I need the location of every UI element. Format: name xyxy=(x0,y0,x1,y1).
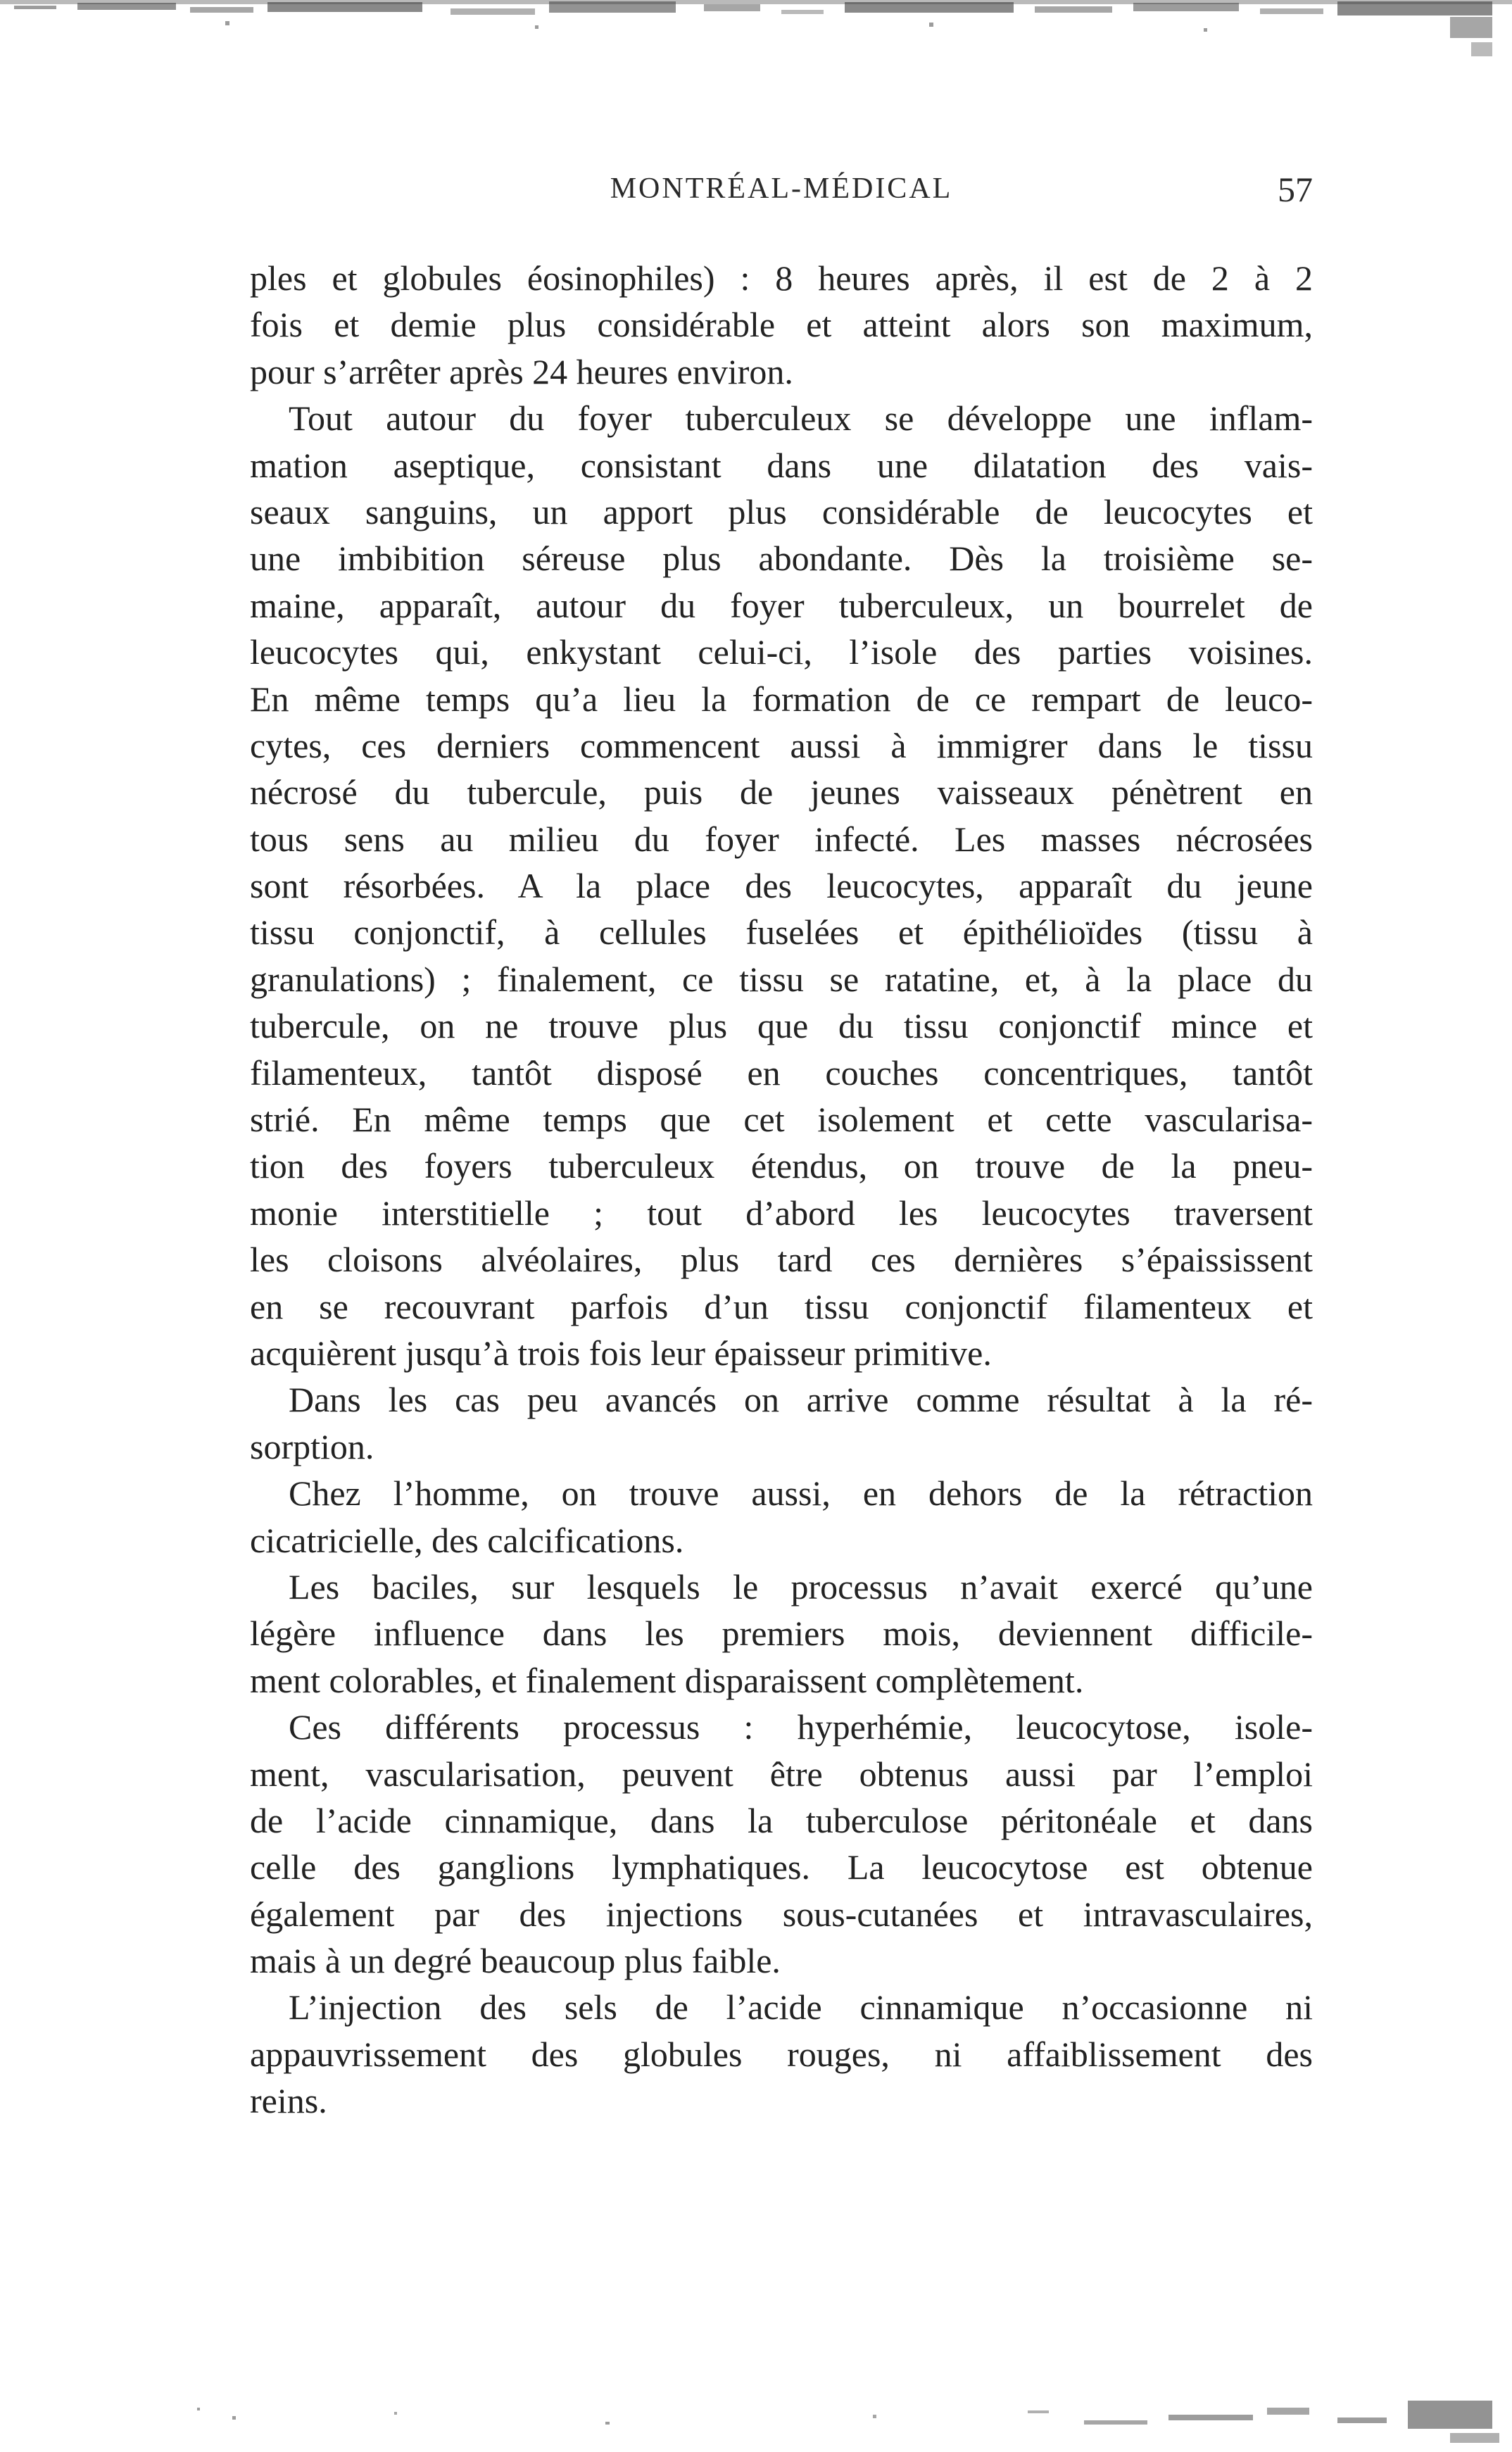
text-line: tion des foyers tuberculeux étendus, on trouve de la pneu- xyxy=(250,1146,1313,1186)
text-line: légère influence dans les premiers mois, deviennent difficile- xyxy=(250,1614,1313,1654)
text-line: Ces différents processus : hyperhémie, leucocytose, isole- xyxy=(289,1707,1313,1747)
text-line: les cloisons alvéolaires, plus tard ces dernières s’épaississent xyxy=(250,1240,1313,1280)
scan-noise-top xyxy=(0,0,1512,63)
body-text xyxy=(250,255,1313,2125)
text-line: tubercule, on ne trouve plus que du tissu conjonctif mince et xyxy=(250,1006,1313,1046)
text-line: sont résorbées. A la place des leucocytes, apparaît du jeune xyxy=(250,866,1313,906)
text-line: sorption. xyxy=(250,1426,374,1466)
text-line: Chez l’homme, on trouve aussi, en dehors de la rétraction xyxy=(289,1473,1313,1514)
text-line: ment, vascularisation, peuvent être obtenus aussi par l’emploi xyxy=(250,1754,1313,1794)
text-line: celle des ganglions lymphatiques. La leucocytose est obtenue xyxy=(250,1847,1313,1887)
text-line: seaux sanguins, un apport plus considérable de leucocytes et xyxy=(250,491,1313,532)
scan-noise-bottom xyxy=(0,2379,1512,2452)
text-line: fois et demie plus considérable et atteint alors son maximum, xyxy=(250,305,1313,345)
text-line: acquièrent jusqu’à trois fois leur épaisseur primitive. xyxy=(250,1333,992,1373)
running-title: MONTRÉAL-MÉDICAL xyxy=(610,172,953,205)
text-line: Dans les cas peu avancés on arrive comme résultat à la ré- xyxy=(289,1380,1313,1420)
text-line: appauvrissement des globules rouges, ni affaiblissement des xyxy=(250,2034,1313,2074)
text-line: de l’acide cinnamique, dans la tuberculose péritonéale et dans xyxy=(250,1800,1313,1840)
text-line: cytes, ces derniers commencent aussi à immigrer dans le tissu xyxy=(250,725,1313,765)
text-line: En même temps qu’a lieu la formation de ce rempart de leuco- xyxy=(250,679,1313,719)
text-line: cicatricielle, des calcifications. xyxy=(250,1520,684,1560)
page-number: 57 xyxy=(1278,170,1313,209)
text-line: en se recouvrant parfois d’un tissu conjonctif filamenteux et xyxy=(250,1286,1313,1326)
text-line: L’injection des sels de l’acide cinnamique n’occasionne ni xyxy=(289,1987,1313,2027)
running-head xyxy=(250,169,1313,218)
text-line: granulations) ; finalement, ce tissu se ratatine, et, à la place du xyxy=(250,959,1313,999)
text-line: Les baciles, sur lesquels le processus n’avait exercé qu’une xyxy=(289,1566,1313,1607)
text-line: une imbibition séreuse plus abondante. Dès la troisième se- xyxy=(250,539,1313,579)
text-line: nécrosé du tubercule, puis de jeunes vaisseaux pénètrent en xyxy=(250,772,1313,812)
text-line: reins. xyxy=(250,2081,327,2121)
text-line: monie interstitielle ; tout d’abord les leucocytes traversent xyxy=(250,1193,1313,1233)
text-line: strié. En même temps que cet isolement et cette vascularisa- xyxy=(250,1100,1313,1140)
text-line: filamenteux, tantôt disposé en couches concentriques, tantôt xyxy=(250,1052,1313,1093)
text-line: également par des injections sous-cutanées et intravasculaires, xyxy=(250,1894,1313,1934)
text-line: tissu conjonctif, à cellules fuselées et épithélioïdes (tissu à xyxy=(250,912,1313,952)
text-line: ment colorables, et finalement disparaissent complètement. xyxy=(250,1660,1084,1700)
text-line: maine, apparaît, autour du foyer tuberculeux, un bourrelet de xyxy=(250,585,1313,625)
text-line: mation aseptique, consistant dans une dilatation des vais- xyxy=(250,445,1313,485)
text-line: tous sens au milieu du foyer infecté. Les masses nécrosées xyxy=(250,819,1313,859)
text-line: leucocytes qui, enkystant celui-ci, l’isole des parties voisines. xyxy=(250,632,1313,672)
text-line: ples et globules éosinophiles) : 8 heures après, il est de 2 à 2 xyxy=(250,258,1313,298)
text-line: mais à un degré beaucoup plus faible. xyxy=(250,1941,781,1981)
text-line: Tout autour du foyer tuberculeux se développe une inflam- xyxy=(289,398,1313,439)
text-line: pour s’arrêter après 24 heures environ. xyxy=(250,351,793,391)
